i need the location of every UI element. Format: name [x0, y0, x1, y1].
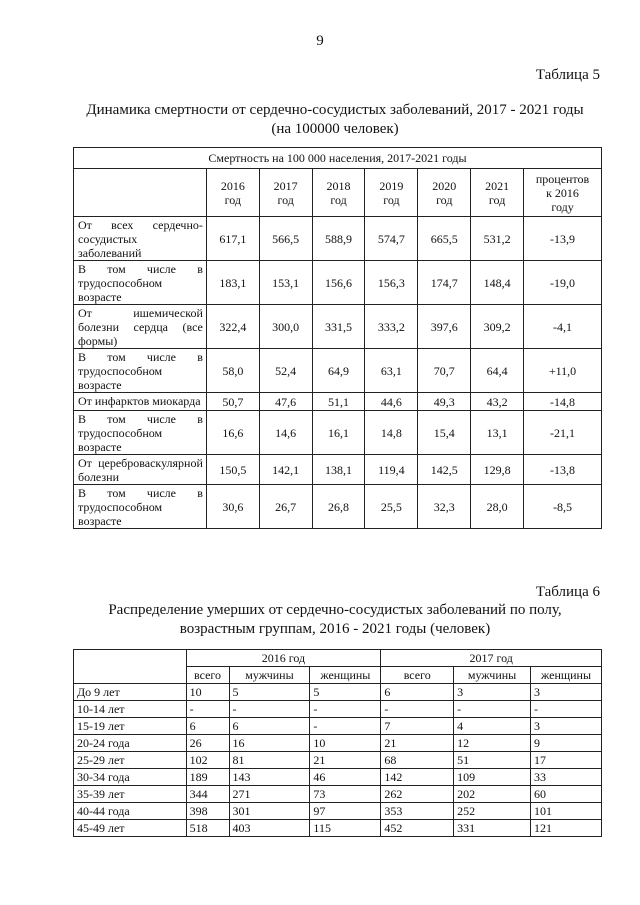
value-cell: 16,1 [312, 411, 365, 455]
pct-header-line: к 2016 [546, 185, 579, 200]
value-cell: 16,6 [206, 411, 259, 455]
value-cell: 46 [310, 769, 381, 786]
pct-cell: -8,5 [524, 485, 602, 529]
pct-header-line: году [551, 199, 574, 214]
table5-caption-row [74, 148, 602, 169]
value-cell: 301 [229, 803, 310, 820]
value-cell: 174,7 [418, 261, 471, 305]
sex-subheader: мужчины [229, 667, 310, 684]
year-header-year: 2017 [273, 178, 298, 193]
age-group-label: 15-19 лет [74, 718, 187, 735]
year-header-cell [471, 169, 524, 217]
year-header-unit: год [383, 192, 400, 207]
year-header-cell [206, 169, 259, 217]
value-cell: 30,6 [206, 485, 259, 529]
value-cell: 16 [229, 735, 310, 752]
age-group-label: 10-14 лет [74, 701, 187, 718]
deaths-by-sex-age-table [73, 649, 602, 837]
table-row [74, 752, 602, 769]
table-row [74, 393, 602, 411]
row-label: От всех сердечно-сосудистых заболеваний [74, 217, 207, 261]
value-cell: 566,5 [259, 217, 312, 261]
value-cell: 43,2 [471, 393, 524, 411]
table-row [74, 820, 602, 837]
page-number: 9 [316, 33, 324, 49]
year-header-year: 2018 [326, 178, 351, 193]
table5-title-line2: (на 100000 человек) [271, 121, 399, 137]
age-group-label: 45-49 лет [74, 820, 187, 837]
row-label: От цереброваскулярной болезни [74, 455, 207, 485]
value-cell: 665,5 [418, 217, 471, 261]
age-group-label: 35-39 лет [74, 786, 187, 803]
value-cell: 101 [531, 803, 602, 820]
table-row [74, 217, 602, 261]
value-cell: 26,8 [312, 485, 365, 529]
value-cell: 25,5 [365, 485, 418, 529]
value-cell: 331 [454, 820, 531, 837]
value-cell: 3 [531, 684, 602, 701]
year-header-unit: год [277, 192, 294, 207]
value-cell: 50,7 [206, 393, 259, 411]
pct-cell: -13,9 [524, 217, 602, 261]
sex-subheader: всего [381, 667, 454, 684]
value-cell: 115 [310, 820, 381, 837]
year-header-cell [365, 169, 418, 217]
value-cell: 7 [381, 718, 454, 735]
row-label: В том числе в трудоспособном возрасте [74, 349, 207, 393]
value-cell: - [310, 718, 381, 735]
value-cell: 156,6 [312, 261, 365, 305]
table6-group-row [74, 650, 602, 667]
value-cell: 452 [381, 820, 454, 837]
value-cell: - [186, 701, 229, 718]
value-cell: 309,2 [471, 305, 524, 349]
pct-cell: -14,8 [524, 393, 602, 411]
pct-header-cell [524, 169, 602, 217]
year-header-year: 2019 [379, 178, 404, 193]
value-cell: 322,4 [206, 305, 259, 349]
value-cell: 49,3 [418, 393, 471, 411]
value-cell: 97 [310, 803, 381, 820]
value-cell: 333,2 [365, 305, 418, 349]
value-cell: 70,7 [418, 349, 471, 393]
pct-cell: -21,1 [524, 411, 602, 455]
year-header-year: 2020 [432, 178, 457, 193]
value-cell: 21 [310, 752, 381, 769]
value-cell: 3 [454, 684, 531, 701]
value-cell: 5 [310, 684, 381, 701]
value-cell: 73 [310, 786, 381, 803]
table-row [74, 769, 602, 786]
value-cell: 143 [229, 769, 310, 786]
table6-title-line1: Распределение умерших от сердечно-сосудистых заболеваний по полу, [108, 602, 562, 618]
table-row [74, 701, 602, 718]
value-cell: 4 [454, 718, 531, 735]
table6-title-line2: возрастным группам, 2016 - 2021 годы (человек) [179, 621, 491, 637]
value-cell: 142,1 [259, 455, 312, 485]
value-cell: 142 [381, 769, 454, 786]
year-group-header: 2016 год [186, 650, 381, 667]
table-row [74, 261, 602, 305]
value-cell: 138,1 [312, 455, 365, 485]
value-cell: 119,4 [365, 455, 418, 485]
value-cell: 28,0 [471, 485, 524, 529]
table-row [74, 411, 602, 455]
year-header-unit: год [488, 192, 506, 207]
value-cell: 14,6 [259, 411, 312, 455]
year-header-cell [418, 169, 471, 217]
pct-cell: -4,1 [524, 305, 602, 349]
table-row [74, 305, 602, 349]
value-cell: 15,4 [418, 411, 471, 455]
year-header-cell [312, 169, 365, 217]
year-header-unit: год [436, 192, 453, 207]
row-label: В том числе в трудоспособном возрасте [74, 485, 207, 529]
row-label: От инфарктов миокарда [74, 393, 207, 411]
value-cell: 183,1 [206, 261, 259, 305]
pct-header-line: процентов [535, 171, 590, 186]
value-cell: - [381, 701, 454, 718]
year-header-unit: год [330, 192, 347, 207]
year-header-year: 2021 [485, 178, 510, 193]
table5-empty-header [74, 169, 207, 217]
value-cell: 403 [229, 820, 310, 837]
value-cell: 12 [454, 735, 531, 752]
table-row [74, 718, 602, 735]
value-cell: 51 [454, 752, 531, 769]
value-cell: 153,1 [259, 261, 312, 305]
value-cell: 300,0 [259, 305, 312, 349]
table6-empty-header [74, 650, 187, 684]
value-cell: 26,7 [259, 485, 312, 529]
value-cell: 6 [229, 718, 310, 735]
value-cell: 397,6 [418, 305, 471, 349]
value-cell: 52,4 [259, 349, 312, 393]
value-cell: 64,4 [471, 349, 524, 393]
value-cell: 63,1 [365, 349, 418, 393]
age-group-label: 30-34 года [74, 769, 187, 786]
table6-title [70, 601, 600, 639]
value-cell: 189 [186, 769, 229, 786]
table5-caption: Смертность на 100 000 населения, 2017-2021 годы [74, 148, 602, 169]
value-cell: 17 [531, 752, 602, 769]
value-cell: 64,9 [312, 349, 365, 393]
value-cell: 10 [186, 684, 229, 701]
value-cell: 271 [229, 786, 310, 803]
year-header-unit: год [224, 192, 242, 207]
pct-cell: -19,0 [524, 261, 602, 305]
value-cell: 13,1 [471, 411, 524, 455]
value-cell: 129,8 [471, 455, 524, 485]
table-row [74, 803, 602, 820]
value-cell: 6 [381, 684, 454, 701]
table-row [74, 349, 602, 393]
value-cell: 518 [186, 820, 229, 837]
value-cell: 353 [381, 803, 454, 820]
row-label: В том числе в трудоспособном возрасте [74, 411, 207, 455]
mortality-dynamics-table [73, 147, 602, 529]
value-cell: 262 [381, 786, 454, 803]
value-cell: - [310, 701, 381, 718]
value-cell: 156,3 [365, 261, 418, 305]
value-cell: 588,9 [312, 217, 365, 261]
value-cell: 121 [531, 820, 602, 837]
value-cell: - [229, 701, 310, 718]
value-cell: 398 [186, 803, 229, 820]
value-cell: 531,2 [471, 217, 524, 261]
value-cell: 47,6 [259, 393, 312, 411]
table-row [74, 786, 602, 803]
sex-subheader: женщины [531, 667, 602, 684]
value-cell: 60 [531, 786, 602, 803]
value-cell: 148,4 [471, 261, 524, 305]
value-cell: 33 [531, 769, 602, 786]
value-cell: 142,5 [418, 455, 471, 485]
sex-subheader: мужчины [454, 667, 531, 684]
table-row [74, 735, 602, 752]
age-group-label: До 9 лет [74, 684, 187, 701]
year-header-year: 2016 [220, 178, 245, 193]
value-cell: 44,6 [365, 393, 418, 411]
value-cell: 617,1 [206, 217, 259, 261]
value-cell: 3 [531, 718, 602, 735]
sex-subheader: всего [186, 667, 229, 684]
value-cell: 109 [454, 769, 531, 786]
table-row [74, 485, 602, 529]
pct-cell: -13,8 [524, 455, 602, 485]
value-cell: 10 [310, 735, 381, 752]
pct-cell: +11,0 [524, 349, 602, 393]
sex-subheader: женщины [310, 667, 381, 684]
row-label: В том числе в трудоспособном возрасте [74, 261, 207, 305]
value-cell: 9 [531, 735, 602, 752]
value-cell: 344 [186, 786, 229, 803]
table5-title [70, 101, 600, 139]
value-cell: 21 [381, 735, 454, 752]
age-group-label: 40-44 года [74, 803, 187, 820]
table5-title-line1: Динамика смертности от сердечно-сосудистых заболеваний, 2017 - 2021 годы [86, 102, 584, 118]
value-cell: 574,7 [365, 217, 418, 261]
value-cell: 331,5 [312, 305, 365, 349]
value-cell: 32,3 [418, 485, 471, 529]
value-cell: 5 [229, 684, 310, 701]
value-cell: 14,8 [365, 411, 418, 455]
value-cell: 81 [229, 752, 310, 769]
value-cell: 58,0 [206, 349, 259, 393]
table5-label: Таблица 5 [535, 67, 600, 83]
table6-label: Таблица 6 [535, 584, 600, 600]
value-cell: 6 [186, 718, 229, 735]
table-row [74, 684, 602, 701]
value-cell: 150,5 [206, 455, 259, 485]
year-group-header: 2017 год [381, 650, 602, 667]
table5-header-row [74, 169, 602, 217]
value-cell: 102 [186, 752, 229, 769]
value-cell: 252 [454, 803, 531, 820]
age-group-label: 25-29 лет [74, 752, 187, 769]
year-header-cell [259, 169, 312, 217]
value-cell: 51,1 [312, 393, 365, 411]
value-cell: 202 [454, 786, 531, 803]
row-label: От ишемической болезни сердца (все формы) [74, 305, 207, 349]
age-group-label: 20-24 года [74, 735, 187, 752]
value-cell: 26 [186, 735, 229, 752]
value-cell: - [531, 701, 602, 718]
table-row [74, 455, 602, 485]
value-cell: 68 [381, 752, 454, 769]
value-cell: - [454, 701, 531, 718]
